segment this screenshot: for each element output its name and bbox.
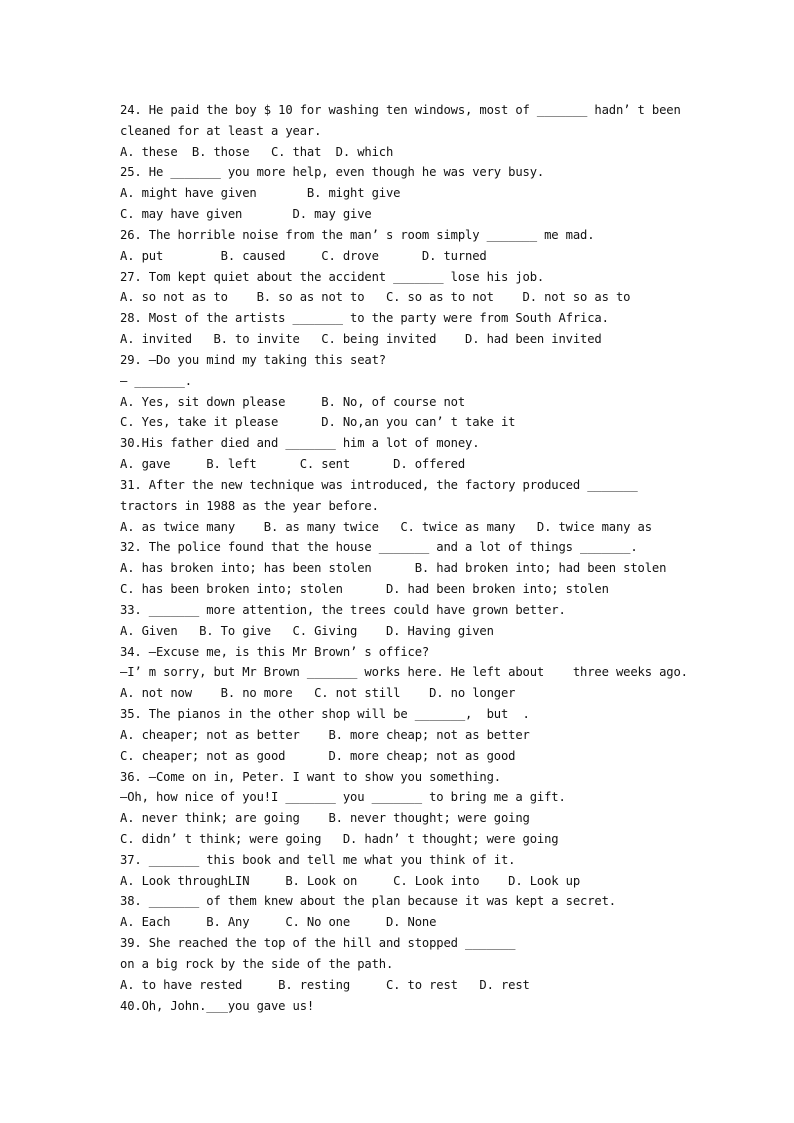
q36-stem-line-2: —Oh, how nice of you!I _______ you _______ to bring me a gift. [120, 790, 566, 805]
q25-stem: 25. He _______ you more help, even though he was very busy. [120, 165, 545, 180]
q28-options: A. invited B. to invite C. being invited D. had been invited [120, 332, 602, 347]
q26-options: A. put B. caused C. drove D. turned [120, 248, 487, 263]
q28-stem: 28. Most of the artists _______ to the party were from South Africa. [120, 311, 609, 326]
q24-stem-line-2: cleaned for at least a year. [120, 123, 322, 138]
q29-stem-line-1: 29. —Do you mind my taking this seat? [120, 352, 386, 367]
q30-stem: 30.His father died and _______ him a lot of money. [120, 436, 480, 451]
exam-questions [120, 100, 720, 1016]
q39-stem-line-2: on a big rock by the side of the path. [120, 956, 394, 971]
q39-stem-line-1: 39. She reached the top of the hill and stopped _______ [120, 936, 516, 951]
q29-options-ab: A. Yes, sit down please B. No, of course not [120, 394, 465, 409]
q32-options-ab: A. has broken into; has been stolen B. had broken into; had been stolen [120, 561, 667, 576]
q39-options: A. to have rested B. resting C. to rest D. rest [120, 977, 530, 992]
q33-stem: 33. _______ more attention, the trees could have grown better. [120, 602, 566, 617]
q36-options-cd: C. didn’ t think; were going D. hadn’ t thought; were going [120, 831, 559, 846]
q31-stem-line-1: 31. After the new technique was introduced, the factory produced _______ [120, 477, 638, 492]
q27-options: A. so not as to B. so as not to C. so as to not D. not so as to [120, 290, 631, 305]
q34-stem-line-1: 34. —Excuse me, is this Mr Brown’ s office? [120, 644, 430, 659]
q27-stem: 27. Tom kept quiet about the accident _______ lose his job. [120, 269, 545, 284]
q25-options-ab: A. might have given B. might give [120, 186, 401, 201]
q37-stem: 37. _______ this book and tell me what you think of it. [120, 852, 516, 867]
q29-options-cd: C. Yes, take it please D. No,an you can’ t take it [120, 415, 516, 430]
q38-stem: 38. _______ of them knew about the plan because it was kept a secret. [120, 894, 616, 909]
q35-options-cd: C. cheaper; not as good D. more cheap; not as good [120, 748, 516, 763]
q37-options: A. Look throughLIN B. Look on C. Look into D. Look up [120, 873, 580, 888]
q29-stem-line-2: — _______. [120, 373, 192, 388]
q38-options: A. Each B. Any C. No one D. None [120, 915, 437, 930]
q35-stem: 35. The pianos in the other shop will be _______, but . [120, 707, 530, 722]
q32-stem: 32. The police found that the house _______ and a lot of things _______. [120, 540, 638, 555]
q33-options: A. Given B. To give C. Giving D. Having given [120, 623, 494, 638]
q30-options: A. gave B. left C. sent D. offered [120, 457, 465, 472]
q32-options-cd: C. has been broken into; stolen D. had been broken into; stolen [120, 582, 609, 597]
q40-stem: 40.Oh, John.___you gave us! [120, 998, 315, 1013]
q34-stem-line-2: —I’ m sorry, but Mr Brown _______ works here. He left about three weeks ago. [120, 665, 688, 680]
q36-stem-line-1: 36. —Come on in, Peter. I want to show you something. [120, 769, 501, 784]
q26-stem: 26. The horrible noise from the man’ s room simply _______ me mad. [120, 227, 595, 242]
q25-options-cd: C. may have given D. may give [120, 207, 372, 222]
q24-options: A. these B. those C. that D. which [120, 144, 394, 159]
q36-options-ab: A. never think; are going B. never thought; were going [120, 811, 530, 826]
q31-stem-line-2: tractors in 1988 as the year before. [120, 498, 379, 513]
q35-options-ab: A. cheaper; not as better B. more cheap; not as better [120, 727, 530, 742]
q34-options: A. not now B. no more C. not still D. no longer [120, 686, 516, 701]
q24-stem-line-1: 24. He paid the boy $ 10 for washing ten windows, most of _______ hadn’ t been [120, 103, 681, 117]
q31-options: A. as twice many B. as many twice C. twice as many D. twice many as [120, 519, 652, 534]
